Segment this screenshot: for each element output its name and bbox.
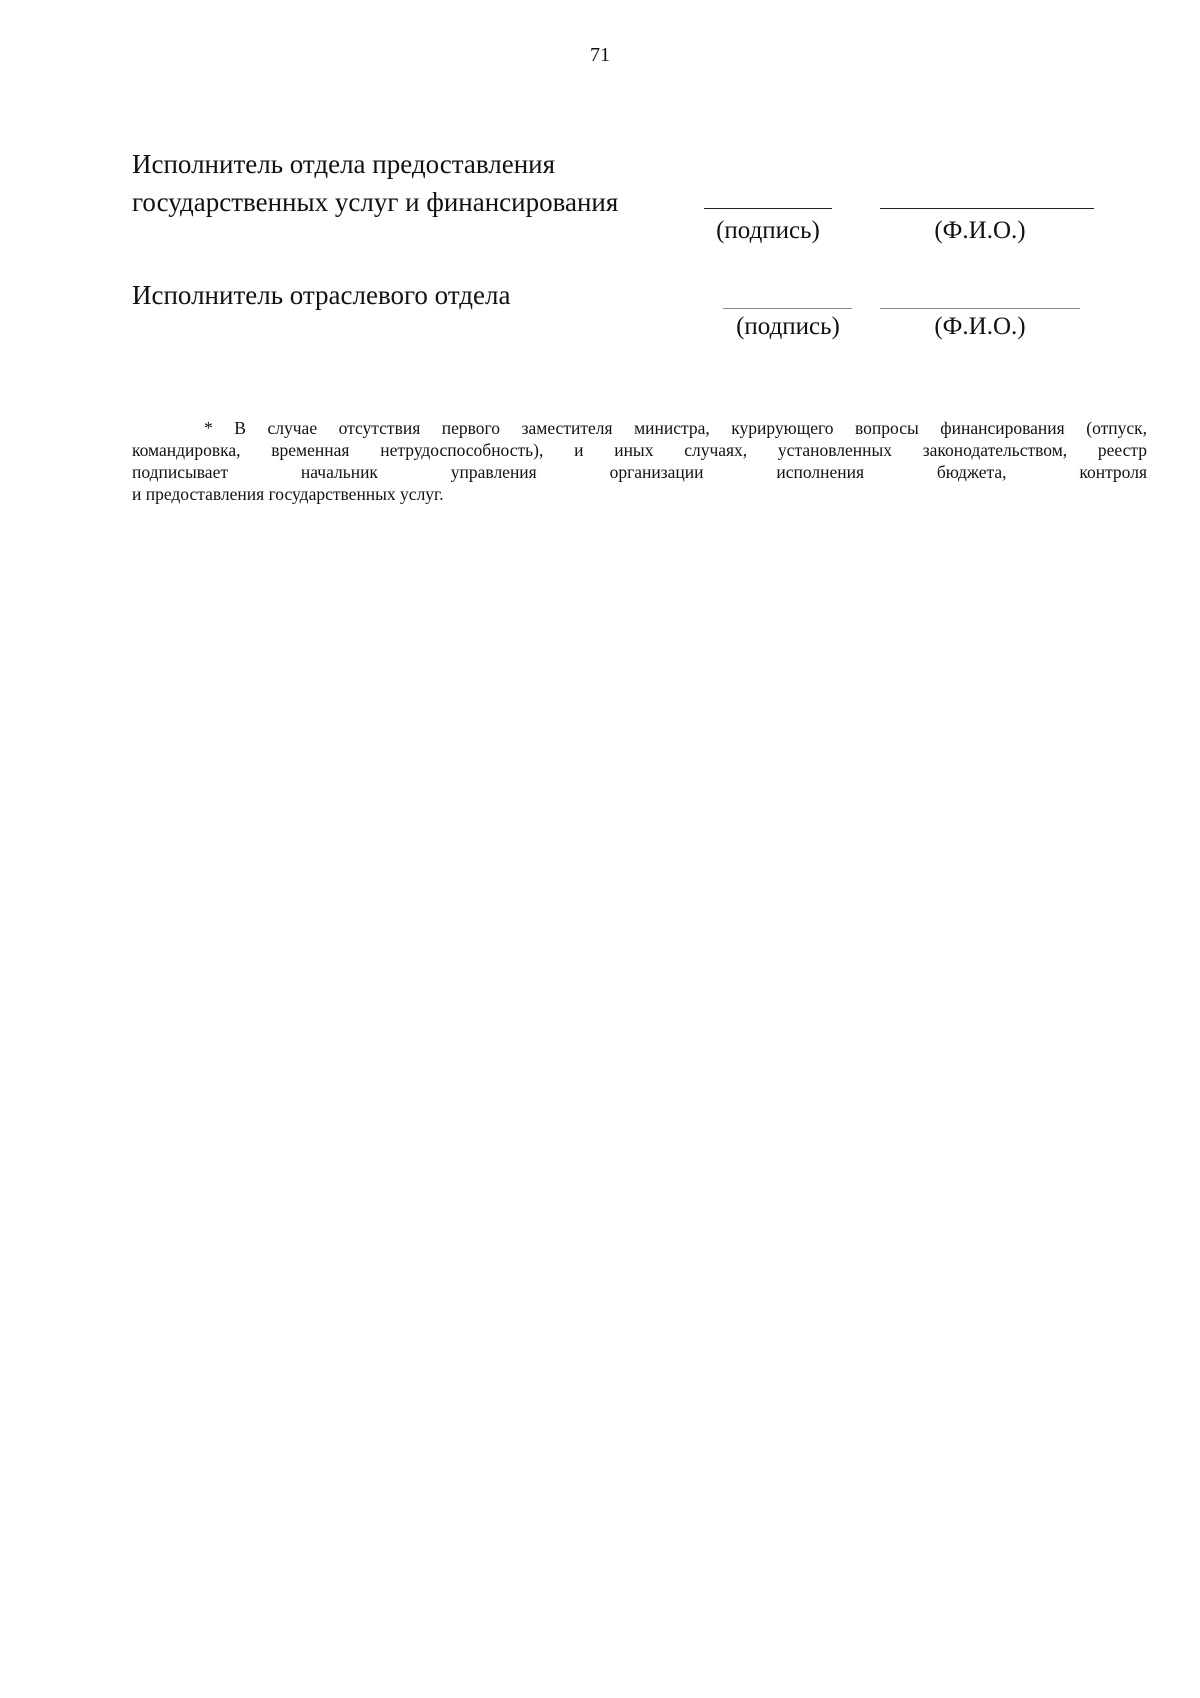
footnote-line: и предоставления государственных услуг. xyxy=(132,484,444,504)
signature-caption: (подпись) xyxy=(736,313,840,340)
name-caption: (Ф.И.О.) xyxy=(934,313,1026,340)
name-caption: (Ф.И.О.) xyxy=(934,217,1026,244)
page-number: 71 xyxy=(590,44,610,66)
footnote-line: командировка, временная нетрудоспособность), и иных случаях, установленных законодательством, реестр xyxy=(132,440,1147,460)
signature-label-line: Исполнитель отраслевого отдела xyxy=(132,280,511,310)
signature-line xyxy=(723,308,852,309)
signature-line xyxy=(704,208,832,209)
footnote-line: подписывает начальник управления организации исполнения бюджета, контроля xyxy=(132,462,1147,482)
signature-label-line: Исполнитель отдела предоставления xyxy=(132,149,556,179)
signature-label-finance-executor xyxy=(132,145,618,221)
signature-caption: (подпись) xyxy=(716,217,820,244)
signature-label-line: государственных услуг и финансирования xyxy=(132,187,619,217)
name-line xyxy=(880,308,1080,309)
name-line xyxy=(880,208,1094,209)
footnote xyxy=(132,417,1147,505)
footnote-line: * В случае отсутствия первого заместителя министра, курирующего вопросы финансирования (отпуск, xyxy=(204,418,1147,438)
signature-label-industry-executor xyxy=(132,276,510,314)
